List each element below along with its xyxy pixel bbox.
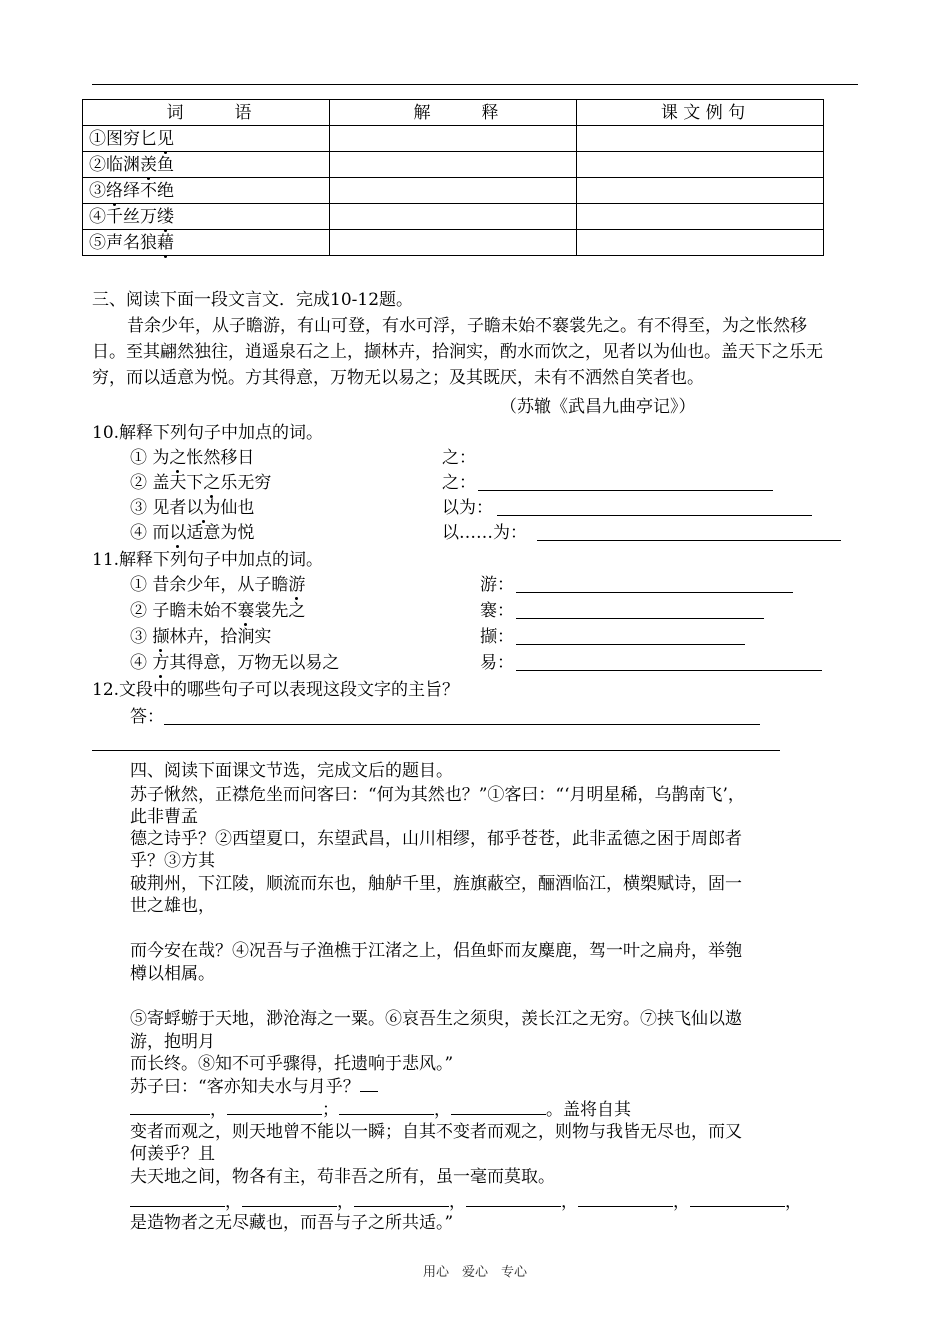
passage-line: 昔余少年，从子瞻游，有山可登，有水可浮，子瞻未始不褰裳先之。有不得至，为之怅然移 xyxy=(127,316,807,336)
question-11-title: 11.解释下列句子中加点的词。 xyxy=(92,550,324,570)
passage-line: 夫天地之间，物各有主，苟非吾之所有，虽一毫而莫取。 xyxy=(130,1167,555,1187)
page-footer: 用心 爱心 专心 xyxy=(422,1265,527,1280)
table-row xyxy=(83,152,824,178)
answer-label: 以……为： xyxy=(442,523,527,543)
question-10-item: ③ 见者以为仙也 xyxy=(130,498,255,518)
passage-line: 德之诗乎？②西望夏口，东望武昌，山川相缪，郁乎苍苍，此非孟德之困于周郎者 xyxy=(130,829,742,849)
question-11-item: ③ 撷林卉，拾涧实 xyxy=(130,627,272,647)
passage-line: ， ； ， 。盖将自其 xyxy=(130,1098,631,1121)
example-cell[interactable] xyxy=(577,204,824,230)
answer-label: 以为： xyxy=(442,498,493,518)
answer-blank[interactable] xyxy=(516,618,764,619)
passage-line: 穷，而以适意为悦。方其得意，万物无以易之；及其既厌，未有不洒然自笑者也。 xyxy=(92,368,704,388)
answer-blank[interactable] xyxy=(516,670,822,671)
example-cell[interactable] xyxy=(577,230,824,256)
table-row xyxy=(83,230,824,256)
passage-source: （苏辙《武昌九曲亭记》） xyxy=(500,397,696,417)
answer-blank[interactable] xyxy=(164,724,760,725)
fill-blank[interactable] xyxy=(466,1190,561,1207)
fill-blank[interactable] xyxy=(451,1098,546,1115)
passage-line: 樽以相属。 xyxy=(130,964,215,984)
question-11-item: ④ 方其得意，万物无以易之 xyxy=(130,653,340,673)
passage-line: 是造物者之无尽藏也，而吾与子之所共适。” xyxy=(130,1213,454,1233)
answer-blank[interactable] xyxy=(497,515,812,516)
question-11-item: ① 昔余少年，从子瞻游 xyxy=(130,575,306,595)
table-row xyxy=(83,178,824,204)
passage-line: 破荆州，下江陵，顺流而东也，舳舻千里，旌旗蔽空，酾酒临江，横槊赋诗，固一 xyxy=(130,874,742,894)
column-header-explanation: 解 释 xyxy=(330,100,577,126)
explanation-cell[interactable] xyxy=(330,230,577,256)
question-10-item: ① 为之怅然移日 xyxy=(130,448,255,468)
explanation-cell[interactable] xyxy=(330,126,577,152)
term-cell: ③络绎不绝 xyxy=(83,178,330,204)
passage-line: 乎？③方其 xyxy=(130,851,215,871)
fill-blank[interactable] xyxy=(690,1190,785,1207)
table-row xyxy=(83,204,824,230)
example-cell[interactable] xyxy=(577,152,824,178)
explanation-cell[interactable] xyxy=(330,178,577,204)
explanation-cell[interactable] xyxy=(330,204,577,230)
section4-heading: 四、阅读下面课文节选，完成文后的题目。 xyxy=(130,761,453,781)
term-cell: ⑤声名狼藉 xyxy=(83,230,330,256)
passage-line: 日。至其翩然独往，逍遥泉石之上，撷林卉，拾涧实，酌水而饮之，见者以为仙也。盖天下之乐无 xyxy=(92,342,823,362)
vocabulary-table xyxy=(82,99,824,256)
header-rule xyxy=(92,84,858,85)
answer-label: 答： xyxy=(130,707,164,727)
table-header-row xyxy=(83,100,824,126)
answer-label: 之： xyxy=(442,448,476,468)
question-10-title: 10.解释下列句子中加点的词。 xyxy=(92,423,324,443)
table-row xyxy=(83,126,824,152)
answer-blank[interactable] xyxy=(516,592,793,593)
answer-label: 褰： xyxy=(480,601,514,621)
passage-line: 何羡乎？且 xyxy=(130,1144,215,1164)
answer-blank[interactable] xyxy=(478,490,773,491)
answer-label: 之： xyxy=(442,473,476,493)
passage-line: 苏子曰：“客亦知夫水与月乎？ xyxy=(130,1075,378,1098)
fill-blank[interactable] xyxy=(339,1098,434,1115)
passage-line: ， ， ， ， ， ， xyxy=(130,1190,802,1213)
passage-line: 而长终。⑧知不可乎骤得，托遗响于悲风。” xyxy=(130,1054,454,1074)
answer-blank[interactable] xyxy=(516,644,745,645)
term-cell: ②临渊羡鱼 xyxy=(83,152,330,178)
question-11-item: ② 子瞻未始不褰裳先之 xyxy=(130,601,306,621)
fill-blank[interactable] xyxy=(578,1190,673,1207)
answer-blank[interactable] xyxy=(537,540,841,541)
passage-line: 世之雄也， xyxy=(130,896,215,916)
column-header-term: 词 语 xyxy=(83,100,330,126)
passage-line: 苏子愀然，正襟危坐而问客曰：“何为其然也？”①客曰：“‘月明星稀，乌鹊南飞’， xyxy=(130,785,745,805)
fill-blank[interactable] xyxy=(354,1190,449,1207)
question-10-item: ② 盖天下之乐无穷 xyxy=(130,473,272,493)
explanation-cell[interactable] xyxy=(330,152,577,178)
passage-line: ⑤寄蜉蝣于天地，渺沧海之一粟。⑥哀吾生之须臾，羡长江之无穷。⑦挟飞仙以遨 xyxy=(130,1009,742,1029)
passage-line: 游，抱明月 xyxy=(130,1032,215,1052)
answer-label: 游： xyxy=(480,575,514,595)
fill-blank[interactable] xyxy=(360,1075,378,1092)
fill-blank[interactable] xyxy=(242,1190,337,1207)
column-header-example: 课 文 例 句 xyxy=(577,100,824,126)
answer-blank[interactable] xyxy=(92,750,780,751)
term-cell: ①图穷匕见 xyxy=(83,126,330,152)
question-12-title: 12.文段中的哪些句子可以表现这段文字的主旨？ xyxy=(92,680,460,700)
fill-blank[interactable] xyxy=(227,1098,322,1115)
passage-line: 而今安在哉？④况吾与子渔樵于江渚之上，侣鱼虾而友麋鹿，驾一叶之扁舟，举匏 xyxy=(130,941,742,961)
answer-label: 撷： xyxy=(480,627,514,647)
answer-label: 易： xyxy=(480,653,514,673)
fill-blank[interactable] xyxy=(130,1190,225,1207)
fill-blank[interactable] xyxy=(130,1098,210,1115)
question-10-item: ④ 而以适意为悦 xyxy=(130,523,255,543)
example-cell[interactable] xyxy=(577,178,824,204)
section3-heading: 三、阅读下面一段文言文．完成10-12题。 xyxy=(92,290,414,310)
example-cell[interactable] xyxy=(577,126,824,152)
passage-line: 变者而观之，则天地曾不能以一瞬；自其不变者而观之，则物与我皆无尽也，而又 xyxy=(130,1122,742,1142)
passage-line: 此非曹孟 xyxy=(130,807,198,827)
term-cell: ④千丝万缕 xyxy=(83,204,330,230)
